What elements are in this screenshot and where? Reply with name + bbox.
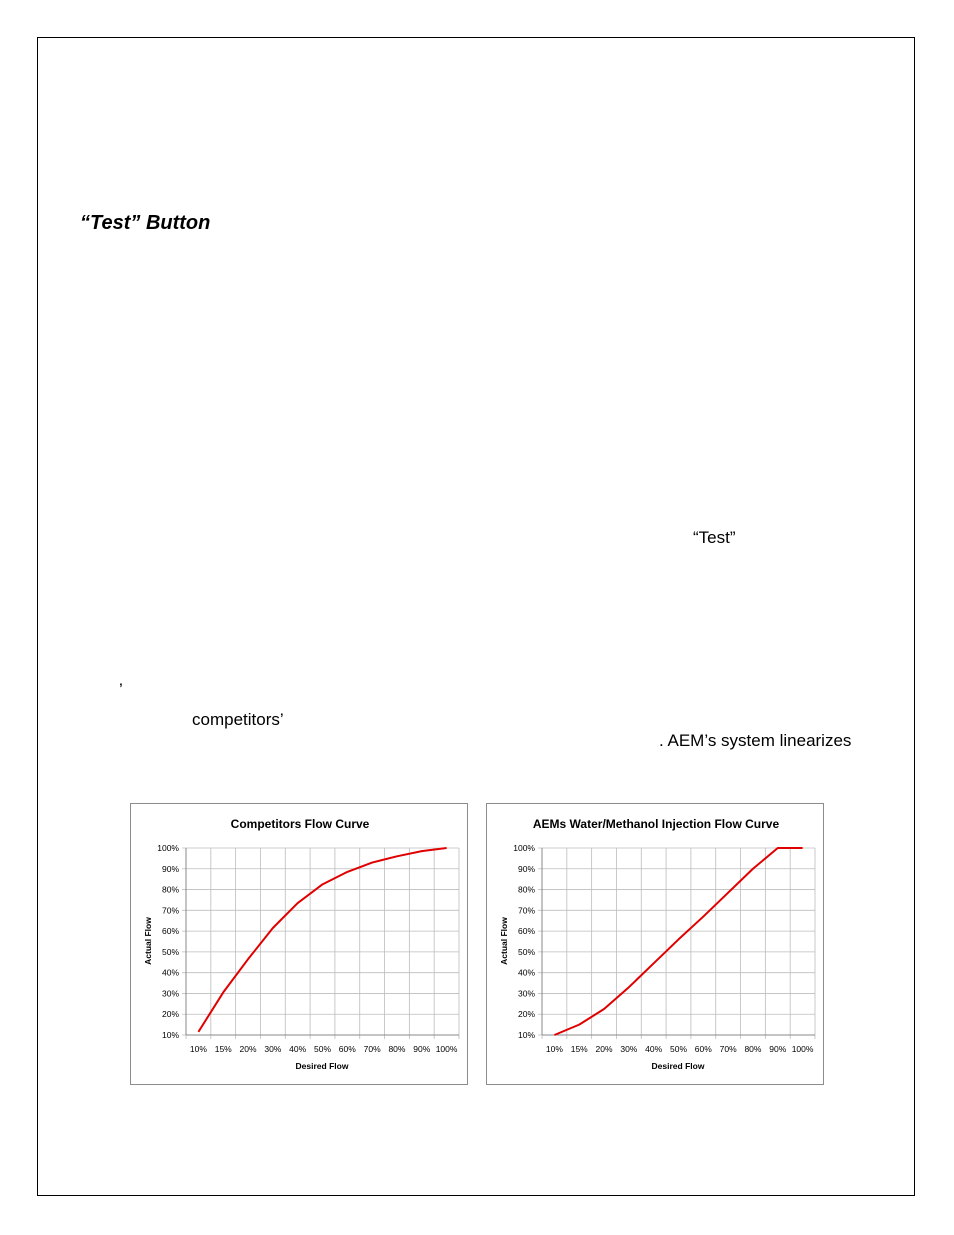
x-tick-label: 10% [189, 1044, 207, 1054]
x-tick-label: 80% [744, 1044, 762, 1054]
section-heading: “Test” Button [80, 212, 211, 234]
x-tick-label: 15% [214, 1044, 232, 1054]
x-tick-label: 10% [545, 1044, 563, 1054]
x-tick-label: 70% [363, 1044, 381, 1054]
y-tick-label: 20% [161, 1009, 179, 1020]
x-tick-label: 60% [338, 1044, 356, 1054]
aem-linearizes-fragment: . AEM’s system linearizes [659, 731, 852, 750]
x-tick-label: 100% [791, 1044, 814, 1054]
y-tick-label: 80% [161, 884, 179, 895]
x-axis-label: Desired Flow [651, 1061, 705, 1071]
x-tick-label: 30% [264, 1044, 282, 1054]
x-tick-label: 70% [719, 1044, 737, 1054]
x-tick-label: 40% [645, 1044, 663, 1054]
x-tick-label: 50% [669, 1044, 688, 1054]
competitors-flow-chart [130, 803, 468, 1085]
y-tick-label: 40% [161, 967, 179, 978]
y-tick-label: 50% [517, 946, 535, 957]
x-tick-label: 100% [435, 1044, 458, 1054]
x-tick-label: 20% [239, 1044, 257, 1054]
apostrophe-fragment: ’ [119, 680, 123, 699]
test-quote-fragment: “Test” [693, 528, 736, 547]
x-axis-label: Desired Flow [295, 1061, 349, 1071]
y-tick-label: 10% [517, 1030, 535, 1040]
y-tick-label: 30% [161, 988, 179, 999]
competitors-fragment: competitors’ [192, 710, 284, 729]
aem-flow-chart [486, 803, 824, 1085]
y-tick-label: 100% [157, 843, 179, 853]
y-tick-label: 60% [161, 926, 179, 937]
y-tick-label: 10% [161, 1030, 179, 1040]
x-tick-label: 20% [595, 1044, 613, 1054]
y-tick-label: 60% [517, 926, 535, 937]
y-tick-label: 70% [517, 905, 535, 916]
y-tick-label: 50% [161, 946, 179, 957]
y-tick-label: 90% [517, 863, 535, 874]
y-tick-label: 70% [161, 905, 179, 916]
x-tick-label: 80% [388, 1044, 406, 1054]
competitors-chart-svg [131, 804, 469, 1086]
x-tick-label: 50% [313, 1044, 332, 1054]
x-tick-label: 40% [289, 1044, 307, 1054]
chart-title: AEMs Water/Methanol Injection Flow Curve [532, 817, 780, 831]
y-tick-label: 100% [513, 843, 535, 853]
x-tick-label: 15% [570, 1044, 588, 1054]
y-tick-label: 30% [517, 988, 535, 999]
y-axis-label: Actual Flow [143, 917, 153, 965]
x-tick-label: 90% [413, 1044, 431, 1054]
y-tick-label: 80% [517, 884, 535, 895]
chart-title: Competitors Flow Curve [230, 817, 370, 831]
x-tick-label: 30% [620, 1044, 638, 1054]
y-tick-label: 90% [161, 863, 179, 874]
y-tick-label: 20% [517, 1009, 535, 1020]
aem-chart-svg [487, 804, 825, 1086]
x-tick-label: 90% [769, 1044, 787, 1054]
y-axis-label: Actual Flow [499, 917, 509, 965]
x-tick-label: 60% [694, 1044, 712, 1054]
y-tick-label: 40% [517, 967, 535, 978]
